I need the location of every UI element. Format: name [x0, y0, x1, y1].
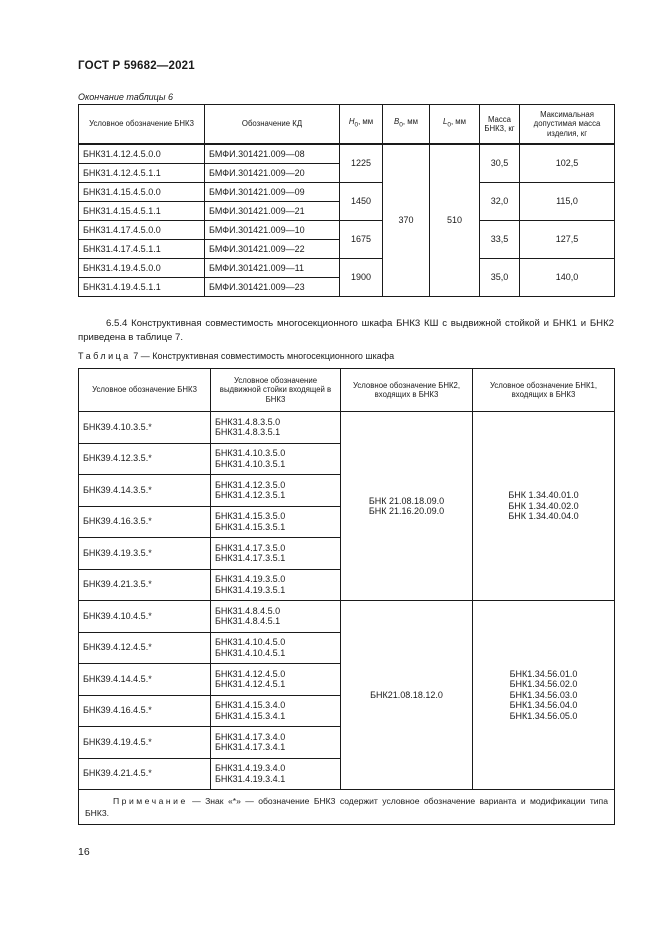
designation-cell: БНК39.4.16.3.5.* [79, 506, 211, 538]
rack-cell: БНК31.4.17.3.5.0 БНК31.4.17.3.5.1 [211, 538, 341, 570]
designation-cell: БНК31.4.19.4.5.1.1 [79, 278, 205, 297]
table-6 [78, 104, 615, 297]
h0-cell: 1450 [340, 183, 383, 221]
table-row [79, 183, 615, 202]
rack-cell: БНК31.4.15.3.4.0 БНК31.4.15.3.4.1 [211, 695, 341, 727]
designation-cell: БНК39.4.10.3.5.* [79, 412, 211, 444]
mass-cell: 30,5 [480, 144, 520, 183]
designation-cell: БНК39.4.19.3.5.* [79, 538, 211, 570]
col-kd-header: Обозначение КД [205, 105, 340, 145]
table6-caption: Окончание таблицы 6 [78, 92, 173, 102]
col-max-mass-header: Максимальная допустимая масса изделия, кг [520, 105, 615, 145]
table-row [79, 259, 615, 278]
designation-cell: БНК39.4.19.4.5.* [79, 727, 211, 759]
designation-cell: БНК31.4.19.4.5.0.0 [79, 259, 205, 278]
table-7 [78, 368, 615, 825]
designation-cell: БНК31.4.17.4.5.0.0 [79, 221, 205, 240]
designation-cell: БНК31.4.17.4.5.1.1 [79, 240, 205, 259]
col-designation-header: Условное обозначение БНК3 [79, 105, 205, 145]
designation-cell: БНК39.4.14.4.5.* [79, 664, 211, 696]
designation-cell: БНК39.4.10.4.5.* [79, 601, 211, 633]
note-text: — Знак «*» — обозначение БНК3 содержит условное обозначение варианта и модификации типа БНК3. [85, 796, 608, 818]
rack-cell: БНК31.4.19.3.4.0 БНК31.4.19.3.4.1 [211, 758, 341, 790]
paragraph-6-5-4: 6.5.4 Конструктивная совместимость многосекционного шкафа БНК3 КШ с выдвижной стойкой и БНК1 и БНК2 приведена в таблице 7. [78, 318, 614, 343]
bnk1-group-cell: БНК1.34.56.01.0 БНК1.34.56.02.0 БНК1.34.56.03.0 БНК1.34.56.04.0 БНК1.34.56.05.0 [473, 601, 615, 790]
table-row [79, 412, 615, 444]
col-b0-header: $B_0$, мм [383, 105, 430, 145]
h0-cell: 1675 [340, 221, 383, 259]
b0-cell: 370 [383, 144, 430, 297]
rack-cell: БНК31.4.17.3.4.0 БНК31.4.17.3.4.1 [211, 727, 341, 759]
designation-cell: БНК31.4.15.4.5.0.0 [79, 183, 205, 202]
table7-caption [78, 351, 394, 361]
rack-cell: БНК31.4.8.4.5.0 БНК31.4.8.4.5.1 [211, 601, 341, 633]
rack-cell: БНК31.4.12.3.5.0 БНК31.4.12.3.5.1 [211, 475, 341, 507]
col-bnk1-header: Условное обозначение БНК1, входящих в БНК3 [473, 369, 615, 412]
rack-cell: БНК31.4.10.3.5.0 БНК31.4.10.3.5.1 [211, 443, 341, 475]
kd-cell: БМФИ.301421.009—10 [205, 221, 340, 240]
designation-cell: БНК31.4.12.4.5.1.1 [79, 164, 205, 183]
mass-cell: 32,0 [480, 183, 520, 221]
max-mass-cell: 102,5 [520, 144, 615, 183]
designation-cell: БНК39.4.21.3.5.* [79, 569, 211, 601]
rack-cell: БНК31.4.10.4.5.0 БНК31.4.10.4.5.1 [211, 632, 341, 664]
h0-cell: 1900 [340, 259, 383, 297]
max-mass-cell: 140,0 [520, 259, 615, 297]
kd-cell: БМФИ.301421.009—22 [205, 240, 340, 259]
table6-header-row [79, 105, 615, 145]
table-note-row [79, 790, 615, 825]
table-row [79, 221, 615, 240]
table7-header-row [79, 369, 615, 412]
kd-cell: БМФИ.301421.009—23 [205, 278, 340, 297]
table7-caption-word: Таблица [78, 351, 131, 361]
table-note [79, 790, 615, 825]
designation-cell: БНК31.4.12.4.5.0.0 [79, 144, 205, 164]
rack-cell: БНК31.4.8.3.5.0 БНК31.4.8.3.5.1 [211, 412, 341, 444]
document-code: ГОСТ Р 59682—2021 [78, 60, 195, 72]
mass-cell: 35,0 [480, 259, 520, 297]
note-word: Примечание [113, 796, 188, 806]
bnk2-group-cell: БНК21.08.18.12.0 [341, 601, 473, 790]
rack-cell: БНК31.4.15.3.5.0 БНК31.4.15.3.5.1 [211, 506, 341, 538]
col-l0-header: $L_0$, мм [430, 105, 480, 145]
kd-cell: БМФИ.301421.009—20 [205, 164, 340, 183]
bnk2-group-cell: БНК 21.08.18.09.0 БНК 21.16.20.09.0 [341, 412, 473, 601]
h0-cell: 1225 [340, 144, 383, 183]
col-designation-header: Условное обозначение БНК3 [79, 369, 211, 412]
designation-cell: БНК39.4.12.4.5.* [79, 632, 211, 664]
bnk1-group-cell: БНК 1.34.40.01.0 БНК 1.34.40.02.0 БНК 1.34.40.04.0 [473, 412, 615, 601]
col-mass-header: Масса БНК3, кг [480, 105, 520, 145]
rack-cell: БНК31.4.12.4.5.0 БНК31.4.12.4.5.1 [211, 664, 341, 696]
table-row [79, 144, 615, 164]
mass-cell: 33,5 [480, 221, 520, 259]
col-bnk2-header: Условное обозначение БНК2, входящих в БНК3 [341, 369, 473, 412]
rack-cell: БНК31.4.19.3.5.0 БНК31.4.19.3.5.1 [211, 569, 341, 601]
table7-caption-text: 7 — Конструктивная совместимость многосекционного шкафа [130, 351, 395, 361]
max-mass-cell: 115,0 [520, 183, 615, 221]
designation-cell: БНК39.4.21.4.5.* [79, 758, 211, 790]
designation-cell: БНК39.4.14.3.5.* [79, 475, 211, 507]
kd-cell: БМФИ.301421.009—11 [205, 259, 340, 278]
l0-cell: 510 [430, 144, 480, 297]
col-rack-header: Условное обозначение выдвижной стойки входящей в БНК3 [211, 369, 341, 412]
designation-cell: БНК31.4.15.4.5.1.1 [79, 202, 205, 221]
kd-cell: БМФИ.301421.009—08 [205, 144, 340, 164]
kd-cell: БМФИ.301421.009—09 [205, 183, 340, 202]
kd-cell: БМФИ.301421.009—21 [205, 202, 340, 221]
designation-cell: БНК39.4.12.3.5.* [79, 443, 211, 475]
max-mass-cell: 127,5 [520, 221, 615, 259]
designation-cell: БНК39.4.16.4.5.* [79, 695, 211, 727]
table-row [79, 601, 615, 633]
page-number: 16 [78, 846, 90, 858]
col-h0-header: $H_0$, мм [340, 105, 383, 145]
